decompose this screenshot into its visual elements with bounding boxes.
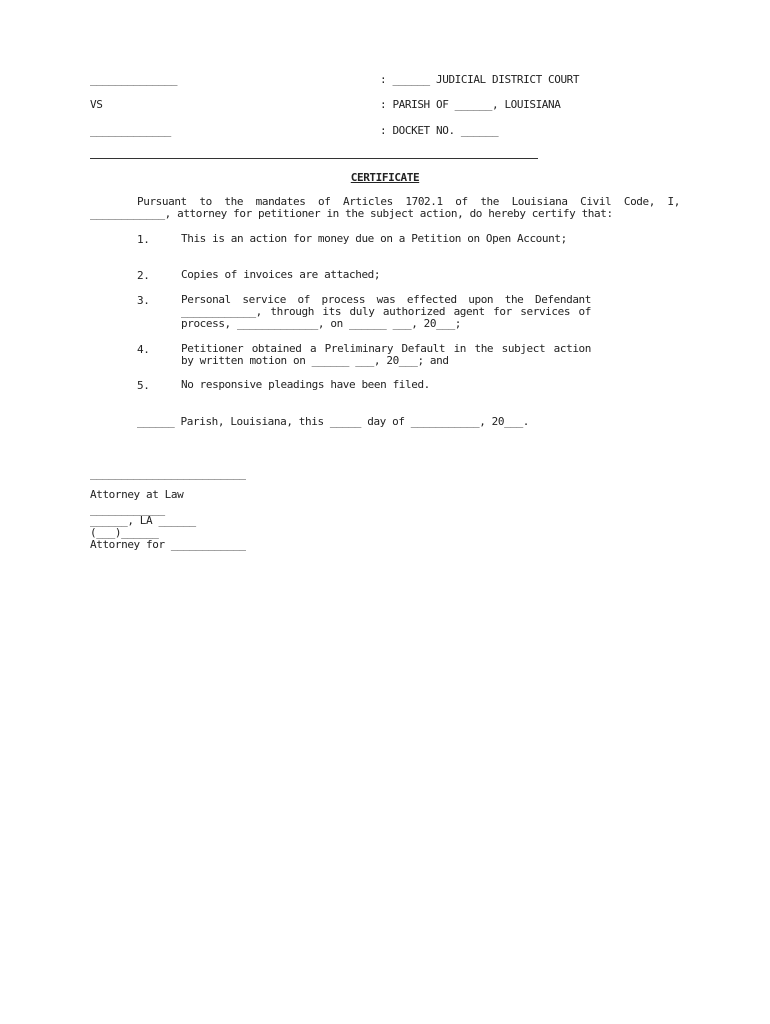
versus-label: VS	[90, 98, 103, 111]
attorney-role: Attorney at Law	[90, 488, 184, 501]
item-number: 2.	[137, 269, 150, 282]
item-number: 4.	[137, 343, 150, 356]
item-number: 1.	[137, 233, 150, 246]
docket-line: : DOCKET NO. ______	[380, 124, 499, 137]
city-state-line: ______, LA ______	[90, 514, 196, 527]
item-number: 5.	[137, 379, 150, 392]
intro-paragraph: Pursuant to the mandates of Articles 1702.1 of the Louisiana Civil Code, I, ____________, attorney for petitioner in the subject action, do hereby certify that:	[90, 195, 680, 220]
defendant-blank: _____________	[90, 124, 171, 137]
attorney-for-line: Attorney for ____________	[90, 538, 246, 551]
list-item: No responsive pleadings have been filed.	[181, 378, 430, 391]
phone-line: (___)______	[90, 526, 159, 539]
court-line: : ______ JUDICIAL DISTRICT COURT	[380, 73, 580, 86]
list-item: Copies of invoices are attached;	[181, 268, 381, 281]
parish-line: : PARISH OF ______, LOUISIANA	[380, 98, 561, 111]
signature-line: _________________________	[90, 467, 246, 480]
address-blank: ____________	[90, 503, 165, 516]
plaintiff-blank: ______________	[90, 73, 178, 86]
document-title: CERTIFICATE	[350, 171, 420, 184]
list-item: Petitioner obtained a Preliminary Default in the subject action by written motion on ______ ___, 20___; and	[181, 342, 591, 367]
dated-line: ______ Parish, Louisiana, this _____ day of ___________, 20___.	[137, 415, 530, 428]
list-item: This is an action for money due on a Petition on Open Account;	[181, 232, 567, 245]
item-number: 3.	[137, 294, 150, 307]
caption-divider	[90, 158, 538, 159]
list-item: Personal service of process was effected upon the Defendant ____________, through its duly authorized agent for services of process, _____________, on ______ ___, 20___;	[181, 293, 591, 330]
